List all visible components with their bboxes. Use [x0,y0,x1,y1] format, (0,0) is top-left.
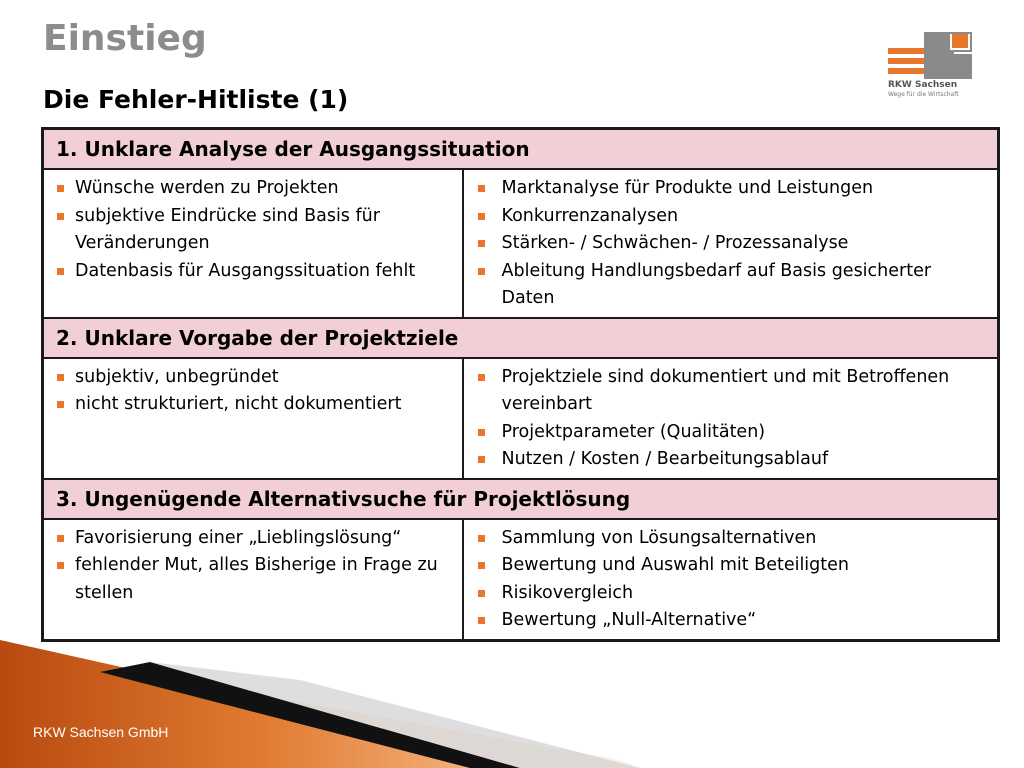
list-item: Marktanalyse für Produkte und Leistungen [474,175,990,203]
list-item: Bewertung und Auswahl mit Beteiligten [474,552,990,580]
logo-tagline: Wege für die Wirtschaft [888,91,959,98]
list-item: Risikovergleich [474,580,990,608]
footer-decoration [0,600,640,768]
section-content-row-1 [43,169,999,318]
list-item: fehlender Mut, alles Bisherige in Frage zu stellen [54,552,454,607]
list-item: Stärken- / Schwächen- / Prozessanalyse [474,230,990,258]
section-header-1: 1. Unklare Analyse der Ausgangssituation [43,129,999,170]
list-item: Datenbasis für Ausgangssituation fehlt [54,258,454,286]
slide-subtitle: Die Fehler-Hitliste (1) [43,85,349,114]
list-item: Wünsche werden zu Projekten [54,175,454,203]
logo-orange-bar-2 [888,58,924,64]
section-1-problems [43,169,463,318]
list-item: subjektiv, unbegründet [54,364,454,392]
logo-name: RKW Sachsen [888,80,958,90]
error-hitlist-table [41,127,1000,642]
section-header-row-3 [43,479,999,519]
list-item: Konkurrenzanalysen [474,203,990,231]
section-content-row-2 [43,358,999,479]
section-2-solutions [463,358,999,479]
list-item: Ableitung Handlungsbedarf auf Basis gesicherter Daten [474,258,990,313]
list-item: Projektziele sind dokumentiert und mit Betroffenen vereinbart [474,364,990,419]
section-2-problems [43,358,463,479]
list-item: Projektparameter (Qualitäten) [474,419,990,447]
section-1-solutions [463,169,999,318]
list-item: Sammlung von Lösungsalternativen [474,525,990,553]
section-header-row-1 [43,129,999,170]
logo-orange-square [952,34,968,48]
section-header-row-2 [43,318,999,358]
section-header-2: 2. Unklare Vorgabe der Projektziele [43,318,999,358]
list-item: Nutzen / Kosten / Bearbeitungsablauf [474,446,990,474]
list-item: subjektive Eindrücke sind Basis für Veränderungen [54,203,454,258]
list-item: nicht strukturiert, nicht dokumentiert [54,391,454,419]
list-item: Bewertung „Null-Alternative“ [474,607,990,635]
slide-title: Einstieg [43,18,207,59]
logo-gray-right [954,54,972,79]
logo-orange-bar-3 [888,68,924,74]
footer-company: RKW Sachsen GmbH [33,724,169,740]
logo-orange-bar-1 [888,48,924,54]
section-header-3: 3. Ungenügende Alternativsuche für Projektlösung [43,479,999,519]
list-item: Favorisierung einer „Lieblingslösung“ [54,525,454,553]
